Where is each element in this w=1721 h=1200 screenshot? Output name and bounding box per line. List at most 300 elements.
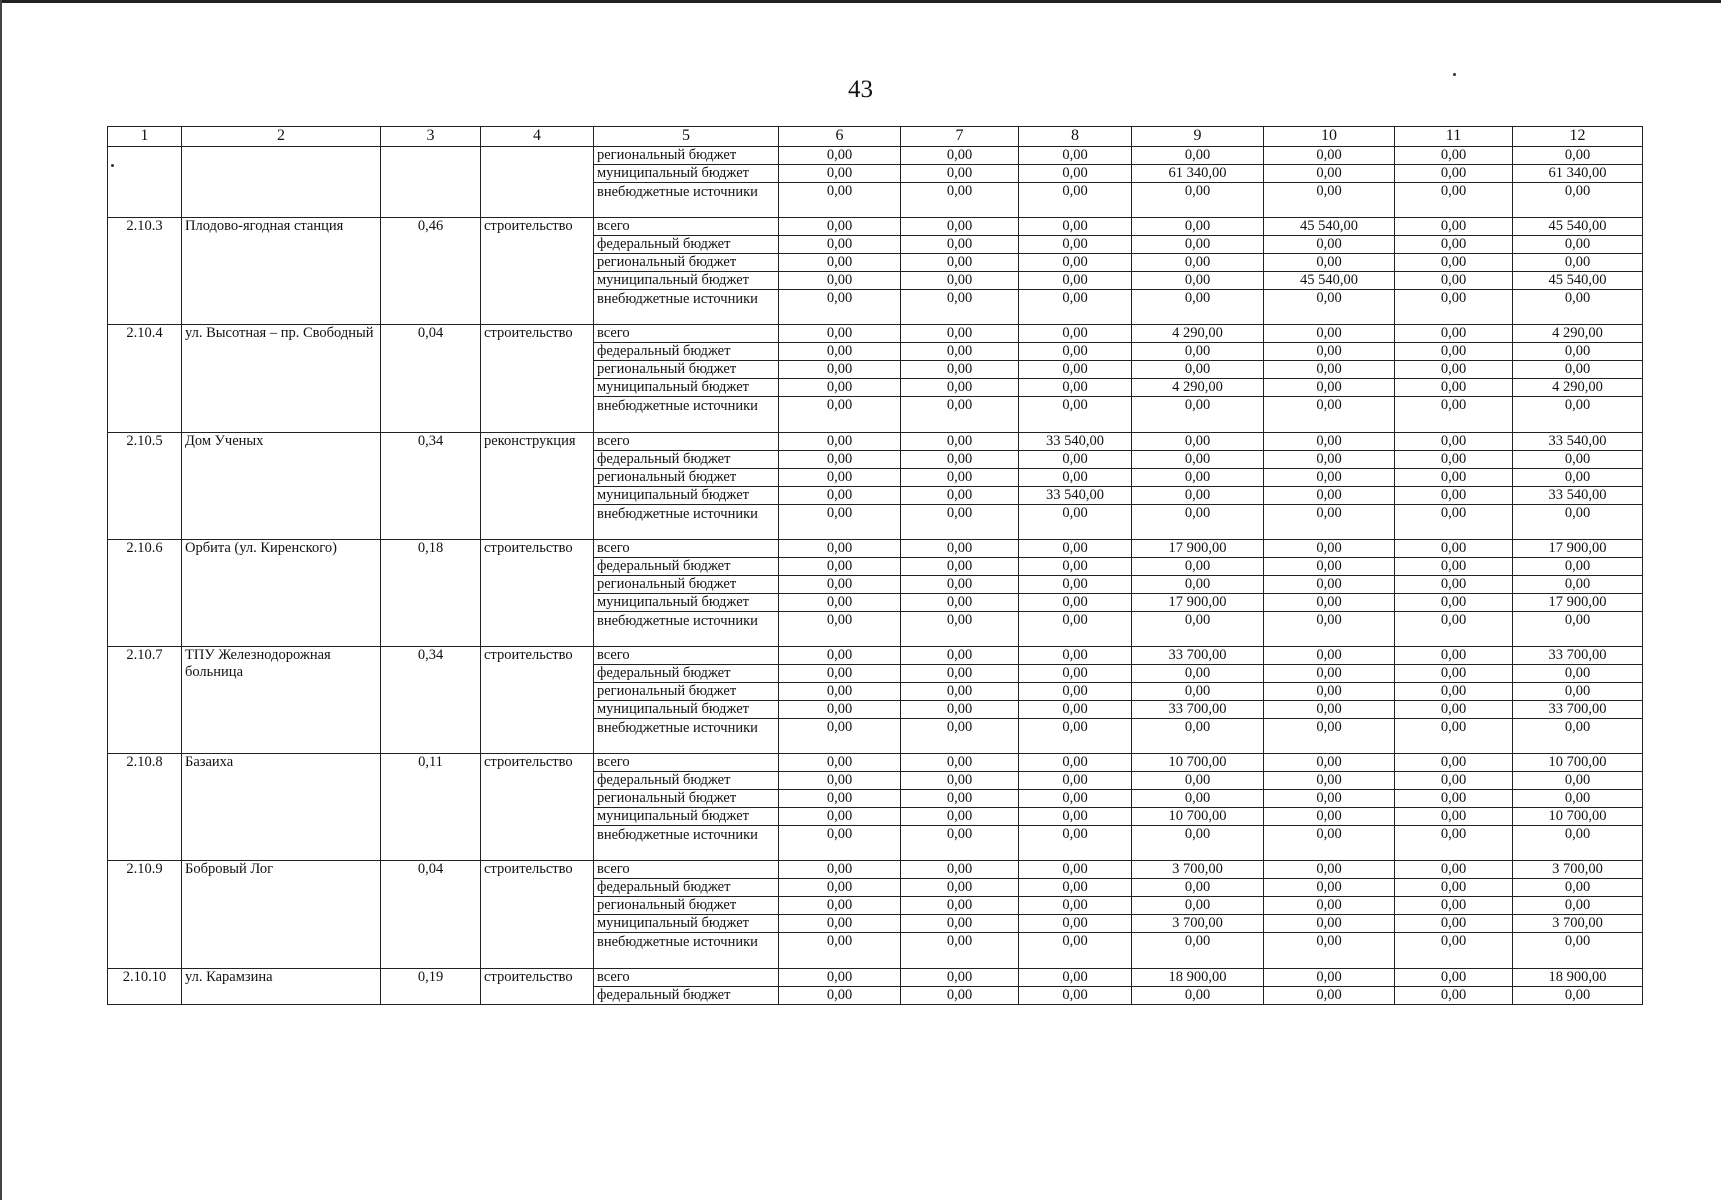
amount-col-11: 0,00: [1395, 468, 1513, 486]
amount-col-8: 0,00: [1019, 397, 1132, 432]
amount-col-12: 45 540,00: [1513, 218, 1643, 236]
amount-col-12: 0,00: [1513, 397, 1643, 432]
amount-col-12: 0,00: [1513, 897, 1643, 915]
funding-source: муниципальный бюджет: [594, 272, 779, 290]
amount-col-8: 0,00: [1019, 468, 1132, 486]
capacity-value: 0,04: [381, 861, 481, 968]
amount-col-8: 0,00: [1019, 879, 1132, 897]
amount-col-7: 0,00: [901, 808, 1019, 826]
amount-col-6: 0,00: [779, 236, 901, 254]
column-number-7: 7: [901, 127, 1019, 147]
amount-col-8: 0,00: [1019, 861, 1132, 879]
amount-col-6: 0,00: [779, 682, 901, 700]
amount-col-9: 0,00: [1132, 272, 1264, 290]
amount-col-7: 0,00: [901, 718, 1019, 753]
amount-col-8: 0,00: [1019, 575, 1132, 593]
funding-source: внебюджетные источники: [594, 183, 779, 218]
amount-col-9: 0,00: [1132, 486, 1264, 504]
amount-col-9: 0,00: [1132, 718, 1264, 753]
amount-col-11: 0,00: [1395, 915, 1513, 933]
item-code: 2.10.6: [108, 539, 182, 646]
amount-col-8: 0,00: [1019, 218, 1132, 236]
capacity-value: 0,04: [381, 325, 481, 432]
amount-col-12: 0,00: [1513, 343, 1643, 361]
funding-source: региональный бюджет: [594, 147, 779, 165]
amount-col-12: 17 900,00: [1513, 539, 1643, 557]
amount-col-8: 0,00: [1019, 808, 1132, 826]
amount-col-8: 0,00: [1019, 986, 1132, 1004]
amount-col-10: 0,00: [1264, 915, 1395, 933]
continued-power-cell: [381, 147, 481, 218]
amount-col-7: 0,00: [901, 915, 1019, 933]
funding-source: федеральный бюджет: [594, 343, 779, 361]
amount-col-10: 0,00: [1264, 700, 1395, 718]
amount-col-9: 0,00: [1132, 611, 1264, 646]
object-name: Базаиха: [182, 754, 381, 861]
amount-col-10: 0,00: [1264, 343, 1395, 361]
amount-col-10: 0,00: [1264, 290, 1395, 325]
amount-col-10: 0,00: [1264, 933, 1395, 968]
funding-table: [107, 126, 1643, 1005]
amount-col-6: 0,00: [779, 808, 901, 826]
amount-col-8: 0,00: [1019, 557, 1132, 575]
capacity-value: 0,34: [381, 432, 481, 539]
object-name: ТПУ Железнодорожная больница: [182, 646, 381, 753]
amount-col-7: 0,00: [901, 486, 1019, 504]
amount-col-8: 0,00: [1019, 682, 1132, 700]
amount-col-8: 33 540,00: [1019, 486, 1132, 504]
amount-col-6: 0,00: [779, 539, 901, 557]
table-header: [108, 127, 1643, 147]
amount-col-9: 4 290,00: [1132, 325, 1264, 343]
amount-col-12: 61 340,00: [1513, 165, 1643, 183]
funding-source: муниципальный бюджет: [594, 379, 779, 397]
amount-col-11: 0,00: [1395, 147, 1513, 165]
column-number-11: 11: [1395, 127, 1513, 147]
funding-source: всего: [594, 432, 779, 450]
funding-source: внебюджетные источники: [594, 933, 779, 968]
amount-col-12: 0,00: [1513, 290, 1643, 325]
amount-col-11: 0,00: [1395, 486, 1513, 504]
amount-col-6: 0,00: [779, 933, 901, 968]
amount-col-6: 0,00: [779, 575, 901, 593]
column-number-3: 3: [381, 127, 481, 147]
amount-col-11: 0,00: [1395, 432, 1513, 450]
amount-col-8: 0,00: [1019, 933, 1132, 968]
amount-col-6: 0,00: [779, 450, 901, 468]
funding-source: всего: [594, 968, 779, 986]
amount-col-11: 0,00: [1395, 968, 1513, 986]
amount-col-7: 0,00: [901, 646, 1019, 664]
amount-col-8: 33 540,00: [1019, 432, 1132, 450]
item-code: 2.10.8: [108, 754, 182, 861]
amount-col-11: 0,00: [1395, 165, 1513, 183]
amount-col-10: 0,00: [1264, 486, 1395, 504]
funding-source: федеральный бюджет: [594, 664, 779, 682]
amount-col-10: 0,00: [1264, 808, 1395, 826]
amount-col-11: 0,00: [1395, 933, 1513, 968]
funding-source: региональный бюджет: [594, 575, 779, 593]
amount-col-10: 0,00: [1264, 664, 1395, 682]
work-type: строительство: [481, 325, 594, 432]
amount-col-12: 0,00: [1513, 254, 1643, 272]
amount-col-12: 0,00: [1513, 504, 1643, 539]
amount-col-7: 0,00: [901, 290, 1019, 325]
amount-col-6: 0,00: [779, 718, 901, 753]
amount-col-10: 0,00: [1264, 718, 1395, 753]
amount-col-10: 0,00: [1264, 379, 1395, 397]
continued-code-cell: [108, 147, 182, 218]
amount-col-7: 0,00: [901, 361, 1019, 379]
amount-col-12: 18 900,00: [1513, 968, 1643, 986]
amount-col-8: 0,00: [1019, 236, 1132, 254]
amount-col-10: 0,00: [1264, 397, 1395, 432]
amount-col-11: 0,00: [1395, 897, 1513, 915]
funding-source: всего: [594, 754, 779, 772]
amount-col-9: 17 900,00: [1132, 539, 1264, 557]
amount-col-6: 0,00: [779, 593, 901, 611]
amount-col-6: 0,00: [779, 504, 901, 539]
column-number-9: 9: [1132, 127, 1264, 147]
amount-col-7: 0,00: [901, 183, 1019, 218]
amount-col-11: 0,00: [1395, 343, 1513, 361]
amount-col-11: 0,00: [1395, 611, 1513, 646]
funding-source: муниципальный бюджет: [594, 165, 779, 183]
amount-col-9: 10 700,00: [1132, 754, 1264, 772]
amount-col-7: 0,00: [901, 218, 1019, 236]
continued-object-cell: [182, 147, 381, 218]
amount-col-7: 0,00: [901, 879, 1019, 897]
item-code: 2.10.5: [108, 432, 182, 539]
amount-col-7: 0,00: [901, 539, 1019, 557]
funding-source: муниципальный бюджет: [594, 808, 779, 826]
column-number-2: 2: [182, 127, 381, 147]
capacity-value: 0,19: [381, 968, 481, 1004]
amount-col-8: 0,00: [1019, 343, 1132, 361]
amount-col-6: 0,00: [779, 218, 901, 236]
amount-col-12: 0,00: [1513, 772, 1643, 790]
amount-col-11: 0,00: [1395, 772, 1513, 790]
amount-col-7: 0,00: [901, 664, 1019, 682]
amount-col-11: 0,00: [1395, 397, 1513, 432]
amount-col-10: 0,00: [1264, 539, 1395, 557]
amount-col-8: 0,00: [1019, 790, 1132, 808]
amount-col-9: 0,00: [1132, 504, 1264, 539]
amount-col-6: 0,00: [779, 879, 901, 897]
capacity-value: 0,34: [381, 646, 481, 753]
amount-col-9: 10 700,00: [1132, 808, 1264, 826]
amount-col-7: 0,00: [901, 325, 1019, 343]
work-type: строительство: [481, 754, 594, 861]
object-name: Дом Ученых: [182, 432, 381, 539]
amount-col-7: 0,00: [901, 682, 1019, 700]
amount-col-7: 0,00: [901, 254, 1019, 272]
amount-col-8: 0,00: [1019, 290, 1132, 325]
amount-col-7: 0,00: [901, 236, 1019, 254]
amount-col-6: 0,00: [779, 915, 901, 933]
amount-col-8: 0,00: [1019, 450, 1132, 468]
amount-col-9: 0,00: [1132, 664, 1264, 682]
amount-col-9: 0,00: [1132, 432, 1264, 450]
amount-col-12: 0,00: [1513, 790, 1643, 808]
amount-col-9: 0,00: [1132, 183, 1264, 218]
amount-col-6: 0,00: [779, 790, 901, 808]
amount-col-12: 3 700,00: [1513, 861, 1643, 879]
amount-col-10: 0,00: [1264, 325, 1395, 343]
amount-col-7: 0,00: [901, 897, 1019, 915]
work-type: строительство: [481, 539, 594, 646]
funding-source: внебюджетные источники: [594, 826, 779, 861]
amount-col-7: 0,00: [901, 700, 1019, 718]
amount-col-10: 0,00: [1264, 575, 1395, 593]
amount-col-10: 0,00: [1264, 468, 1395, 486]
amount-col-9: 18 900,00: [1132, 968, 1264, 986]
amount-col-7: 0,00: [901, 611, 1019, 646]
amount-col-9: 0,00: [1132, 397, 1264, 432]
amount-col-8: 0,00: [1019, 664, 1132, 682]
amount-col-10: 0,00: [1264, 861, 1395, 879]
table-row: [108, 861, 1643, 879]
amount-col-9: 33 700,00: [1132, 646, 1264, 664]
amount-col-6: 0,00: [779, 379, 901, 397]
amount-col-11: 0,00: [1395, 646, 1513, 664]
amount-col-6: 0,00: [779, 272, 901, 290]
amount-col-12: 0,00: [1513, 557, 1643, 575]
table-body: [108, 147, 1643, 1005]
amount-col-9: 0,00: [1132, 343, 1264, 361]
amount-col-12: 10 700,00: [1513, 808, 1643, 826]
amount-col-12: 33 540,00: [1513, 486, 1643, 504]
amount-col-10: 0,00: [1264, 646, 1395, 664]
funding-source: всего: [594, 325, 779, 343]
column-number-8: 8: [1019, 127, 1132, 147]
funding-source: внебюджетные источники: [594, 718, 779, 753]
funding-source: региональный бюджет: [594, 682, 779, 700]
amount-col-6: 0,00: [779, 772, 901, 790]
amount-col-7: 0,00: [901, 272, 1019, 290]
amount-col-6: 0,00: [779, 486, 901, 504]
amount-col-12: 0,00: [1513, 986, 1643, 1004]
funding-source: региональный бюджет: [594, 897, 779, 915]
amount-col-6: 0,00: [779, 754, 901, 772]
amount-col-10: 0,00: [1264, 593, 1395, 611]
amount-col-6: 0,00: [779, 165, 901, 183]
table-row: [108, 754, 1643, 772]
amount-col-11: 0,00: [1395, 236, 1513, 254]
item-code: 2.10.4: [108, 325, 182, 432]
amount-col-11: 0,00: [1395, 539, 1513, 557]
amount-col-6: 0,00: [779, 664, 901, 682]
amount-col-11: 0,00: [1395, 325, 1513, 343]
amount-col-9: 0,00: [1132, 290, 1264, 325]
amount-col-9: 3 700,00: [1132, 861, 1264, 879]
amount-col-10: 0,00: [1264, 826, 1395, 861]
amount-col-12: 3 700,00: [1513, 915, 1643, 933]
amount-col-6: 0,00: [779, 611, 901, 646]
amount-col-8: 0,00: [1019, 611, 1132, 646]
funding-source: федеральный бюджет: [594, 450, 779, 468]
amount-col-8: 0,00: [1019, 968, 1132, 986]
amount-col-7: 0,00: [901, 343, 1019, 361]
amount-col-9: 3 700,00: [1132, 915, 1264, 933]
amount-col-9: 0,00: [1132, 254, 1264, 272]
table-row: [108, 968, 1643, 986]
table-row: [108, 539, 1643, 557]
amount-col-11: 0,00: [1395, 790, 1513, 808]
amount-col-11: 0,00: [1395, 218, 1513, 236]
amount-col-12: 0,00: [1513, 664, 1643, 682]
amount-col-8: 0,00: [1019, 254, 1132, 272]
amount-col-7: 0,00: [901, 933, 1019, 968]
amount-col-11: 0,00: [1395, 861, 1513, 879]
amount-col-12: 0,00: [1513, 468, 1643, 486]
amount-col-6: 0,00: [779, 254, 901, 272]
amount-col-11: 0,00: [1395, 379, 1513, 397]
amount-col-9: 61 340,00: [1132, 165, 1264, 183]
amount-col-12: 0,00: [1513, 183, 1643, 218]
amount-col-9: 33 700,00: [1132, 700, 1264, 718]
amount-col-6: 0,00: [779, 361, 901, 379]
amount-col-8: 0,00: [1019, 593, 1132, 611]
amount-col-8: 0,00: [1019, 826, 1132, 861]
amount-col-10: 0,00: [1264, 611, 1395, 646]
amount-col-12: 0,00: [1513, 682, 1643, 700]
amount-col-10: 0,00: [1264, 897, 1395, 915]
amount-col-10: 0,00: [1264, 504, 1395, 539]
amount-col-10: 0,00: [1264, 557, 1395, 575]
amount-col-10: 0,00: [1264, 361, 1395, 379]
amount-col-12: 0,00: [1513, 575, 1643, 593]
funding-source: региональный бюджет: [594, 468, 779, 486]
amount-col-9: 4 290,00: [1132, 379, 1264, 397]
amount-col-9: 17 900,00: [1132, 593, 1264, 611]
amount-col-11: 0,00: [1395, 879, 1513, 897]
amount-col-8: 0,00: [1019, 147, 1132, 165]
amount-col-11: 0,00: [1395, 290, 1513, 325]
amount-col-9: 0,00: [1132, 986, 1264, 1004]
amount-col-11: 0,00: [1395, 986, 1513, 1004]
amount-col-9: 0,00: [1132, 933, 1264, 968]
amount-col-8: 0,00: [1019, 504, 1132, 539]
column-number-1: 1: [108, 127, 182, 147]
amount-col-11: 0,00: [1395, 808, 1513, 826]
amount-col-10: 0,00: [1264, 879, 1395, 897]
item-code: 2.10.9: [108, 861, 182, 968]
amount-col-8: 0,00: [1019, 915, 1132, 933]
amount-col-10: 0,00: [1264, 450, 1395, 468]
funding-source: региональный бюджет: [594, 361, 779, 379]
table-row: [108, 432, 1643, 450]
amount-col-6: 0,00: [779, 290, 901, 325]
amount-col-9: 0,00: [1132, 879, 1264, 897]
amount-col-8: 0,00: [1019, 165, 1132, 183]
amount-col-6: 0,00: [779, 183, 901, 218]
item-code: 2.10.7: [108, 646, 182, 753]
amount-col-9: 0,00: [1132, 897, 1264, 915]
column-number-row: [108, 127, 1643, 147]
amount-col-7: 0,00: [901, 826, 1019, 861]
amount-col-7: 0,00: [901, 147, 1019, 165]
object-name: Бобровый Лог: [182, 861, 381, 968]
funding-source: внебюджетные источники: [594, 611, 779, 646]
amount-col-6: 0,00: [779, 432, 901, 450]
funding-source: муниципальный бюджет: [594, 593, 779, 611]
amount-col-8: 0,00: [1019, 897, 1132, 915]
amount-col-8: 0,00: [1019, 183, 1132, 218]
amount-col-6: 0,00: [779, 147, 901, 165]
amount-col-10: 0,00: [1264, 254, 1395, 272]
amount-col-8: 0,00: [1019, 646, 1132, 664]
work-type: реконструкция: [481, 432, 594, 539]
amount-col-11: 0,00: [1395, 718, 1513, 753]
column-number-5: 5: [594, 127, 779, 147]
funding-source: муниципальный бюджет: [594, 700, 779, 718]
amount-col-7: 0,00: [901, 790, 1019, 808]
amount-col-7: 0,00: [901, 575, 1019, 593]
amount-col-7: 0,00: [901, 379, 1019, 397]
funding-source: федеральный бюджет: [594, 236, 779, 254]
capacity-value: 0,46: [381, 218, 481, 325]
amount-col-10: 0,00: [1264, 986, 1395, 1004]
amount-col-7: 0,00: [901, 968, 1019, 986]
scan-edge-left: [0, 0, 2, 1200]
amount-col-9: 0,00: [1132, 468, 1264, 486]
amount-col-10: 0,00: [1264, 236, 1395, 254]
work-type: строительство: [481, 968, 594, 1004]
amount-col-11: 0,00: [1395, 254, 1513, 272]
amount-col-8: 0,00: [1019, 718, 1132, 753]
funding-source: внебюджетные источники: [594, 504, 779, 539]
amount-col-11: 0,00: [1395, 183, 1513, 218]
amount-col-12: 0,00: [1513, 718, 1643, 753]
amount-col-12: 0,00: [1513, 826, 1643, 861]
amount-col-6: 0,00: [779, 557, 901, 575]
amount-col-12: 33 700,00: [1513, 700, 1643, 718]
funding-source: всего: [594, 861, 779, 879]
amount-col-11: 0,00: [1395, 682, 1513, 700]
amount-col-7: 0,00: [901, 861, 1019, 879]
amount-col-6: 0,00: [779, 826, 901, 861]
funding-source: внебюджетные источники: [594, 397, 779, 432]
amount-col-8: 0,00: [1019, 754, 1132, 772]
item-code: 2.10.10: [108, 968, 182, 1004]
column-number-12: 12: [1513, 127, 1643, 147]
funding-source: федеральный бюджет: [594, 557, 779, 575]
amount-col-6: 0,00: [779, 397, 901, 432]
amount-col-9: 0,00: [1132, 575, 1264, 593]
amount-col-9: 0,00: [1132, 790, 1264, 808]
funding-source: муниципальный бюджет: [594, 915, 779, 933]
amount-col-10: 0,00: [1264, 968, 1395, 986]
amount-col-10: 0,00: [1264, 165, 1395, 183]
funding-source: всего: [594, 646, 779, 664]
capacity-value: 0,11: [381, 754, 481, 861]
amount-col-12: 0,00: [1513, 933, 1643, 968]
amount-col-9: 0,00: [1132, 772, 1264, 790]
funding-source: региональный бюджет: [594, 790, 779, 808]
amount-col-10: 45 540,00: [1264, 272, 1395, 290]
amount-col-7: 0,00: [901, 468, 1019, 486]
amount-col-8: 0,00: [1019, 325, 1132, 343]
amount-col-10: 0,00: [1264, 754, 1395, 772]
amount-col-11: 0,00: [1395, 664, 1513, 682]
table-row: [108, 325, 1643, 343]
amount-col-9: 0,00: [1132, 361, 1264, 379]
amount-col-12: 33 540,00: [1513, 432, 1643, 450]
amount-col-10: 0,00: [1264, 682, 1395, 700]
amount-col-12: 33 700,00: [1513, 646, 1643, 664]
funding-source: внебюджетные источники: [594, 290, 779, 325]
